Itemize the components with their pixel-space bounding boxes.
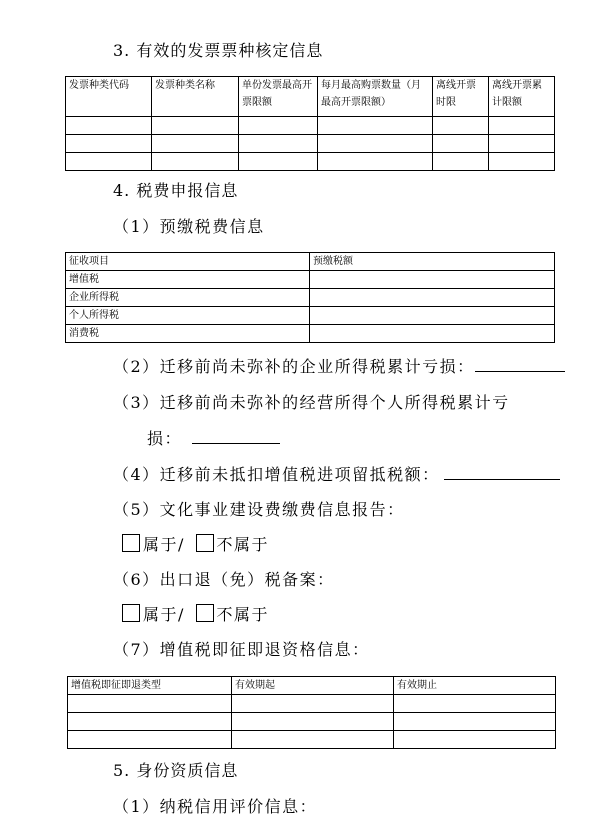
section3-title: 3. 有效的发票票种核定信息 — [113, 41, 324, 60]
header-tax-item: 征收项目 — [66, 253, 310, 271]
culture-not-belong-checkbox[interactable] — [196, 534, 214, 552]
corporate-loss-label: （2）迁移前尚未弥补的企业所得税累计亏损： — [113, 357, 475, 376]
vat-credit-field[interactable] — [444, 463, 560, 480]
table-row — [66, 117, 555, 135]
tax-item-corporate: 企业所得税 — [66, 289, 310, 307]
culture-fee-options — [122, 532, 269, 555]
export-tax-options — [122, 602, 269, 625]
personal-loss-field[interactable] — [192, 427, 280, 444]
culture-not-belong-label: 不属于 — [216, 535, 270, 554]
header-prepaid-amount: 预缴税额 — [310, 253, 555, 271]
table-row — [66, 307, 555, 325]
header-invoice-code: 发票种类代码 — [66, 77, 152, 117]
table-row — [68, 695, 556, 713]
tax-item-personal: 个人所得税 — [66, 307, 310, 325]
culture-belong-label: 属于/ — [143, 535, 185, 554]
culture-belong-checkbox[interactable] — [122, 534, 140, 552]
header-valid-to: 有效期止 — [394, 677, 556, 695]
table-row — [66, 325, 555, 343]
tax-item-consumption: 消费税 — [66, 325, 310, 343]
vat-credit-line — [113, 462, 560, 485]
export-belong-label: 属于/ — [143, 605, 185, 624]
header-invoice-name: 发票种类名称 — [152, 77, 239, 117]
header-valid-from: 有效期起 — [232, 677, 394, 695]
export-not-belong-checkbox[interactable] — [196, 604, 214, 622]
prepaid-tax-subtitle: （1）预缴税费信息 — [113, 217, 265, 236]
vat-refund-title: （7）增值税即征即退资格信息： — [113, 640, 370, 659]
personal-loss-line2 — [147, 426, 280, 449]
table-row — [66, 135, 555, 153]
section5-title: 5. 身份资质信息 — [113, 761, 239, 780]
table-row — [66, 289, 555, 307]
prepaid-tax-table — [65, 252, 555, 343]
header-offline-limit: 离线开票累计限额 — [489, 77, 555, 117]
tax-item-vat: 增值税 — [66, 271, 310, 289]
table-row — [68, 713, 556, 731]
header-refund-type: 增值税即征即退类型 — [68, 677, 232, 695]
export-tax-title: （6）出口退（免）税备案： — [113, 570, 335, 589]
header-offline-time: 离线开票时限 — [433, 77, 489, 117]
table-row — [66, 153, 555, 171]
export-belong-checkbox[interactable] — [122, 604, 140, 622]
vat-credit-label: （4）迁移前未抵扣增值税进项留抵税额： — [113, 465, 440, 484]
invoice-type-table — [65, 76, 555, 171]
header-monthly-quantity: 每月最高购票数量（月最高开票限额） — [318, 77, 433, 117]
export-not-belong-label: 不属于 — [216, 605, 270, 624]
culture-fee-title: （5）文化事业建设费缴费信息报告： — [113, 500, 405, 519]
table-row — [68, 731, 556, 749]
header-single-limit: 单份发票最高开票限额 — [239, 77, 318, 117]
corporate-loss-line — [113, 354, 565, 377]
table-row — [66, 271, 555, 289]
credit-rating-subtitle: （1）纳税信用评价信息： — [113, 797, 318, 816]
corporate-loss-field[interactable] — [475, 355, 565, 372]
personal-loss-line1: （3）迁移前尚未弥补的经营所得个人所得税累计亏 — [113, 393, 510, 412]
personal-loss-label: 损： — [147, 429, 183, 448]
vat-refund-table — [67, 676, 556, 749]
section4-title: 4. 税费申报信息 — [113, 181, 239, 200]
